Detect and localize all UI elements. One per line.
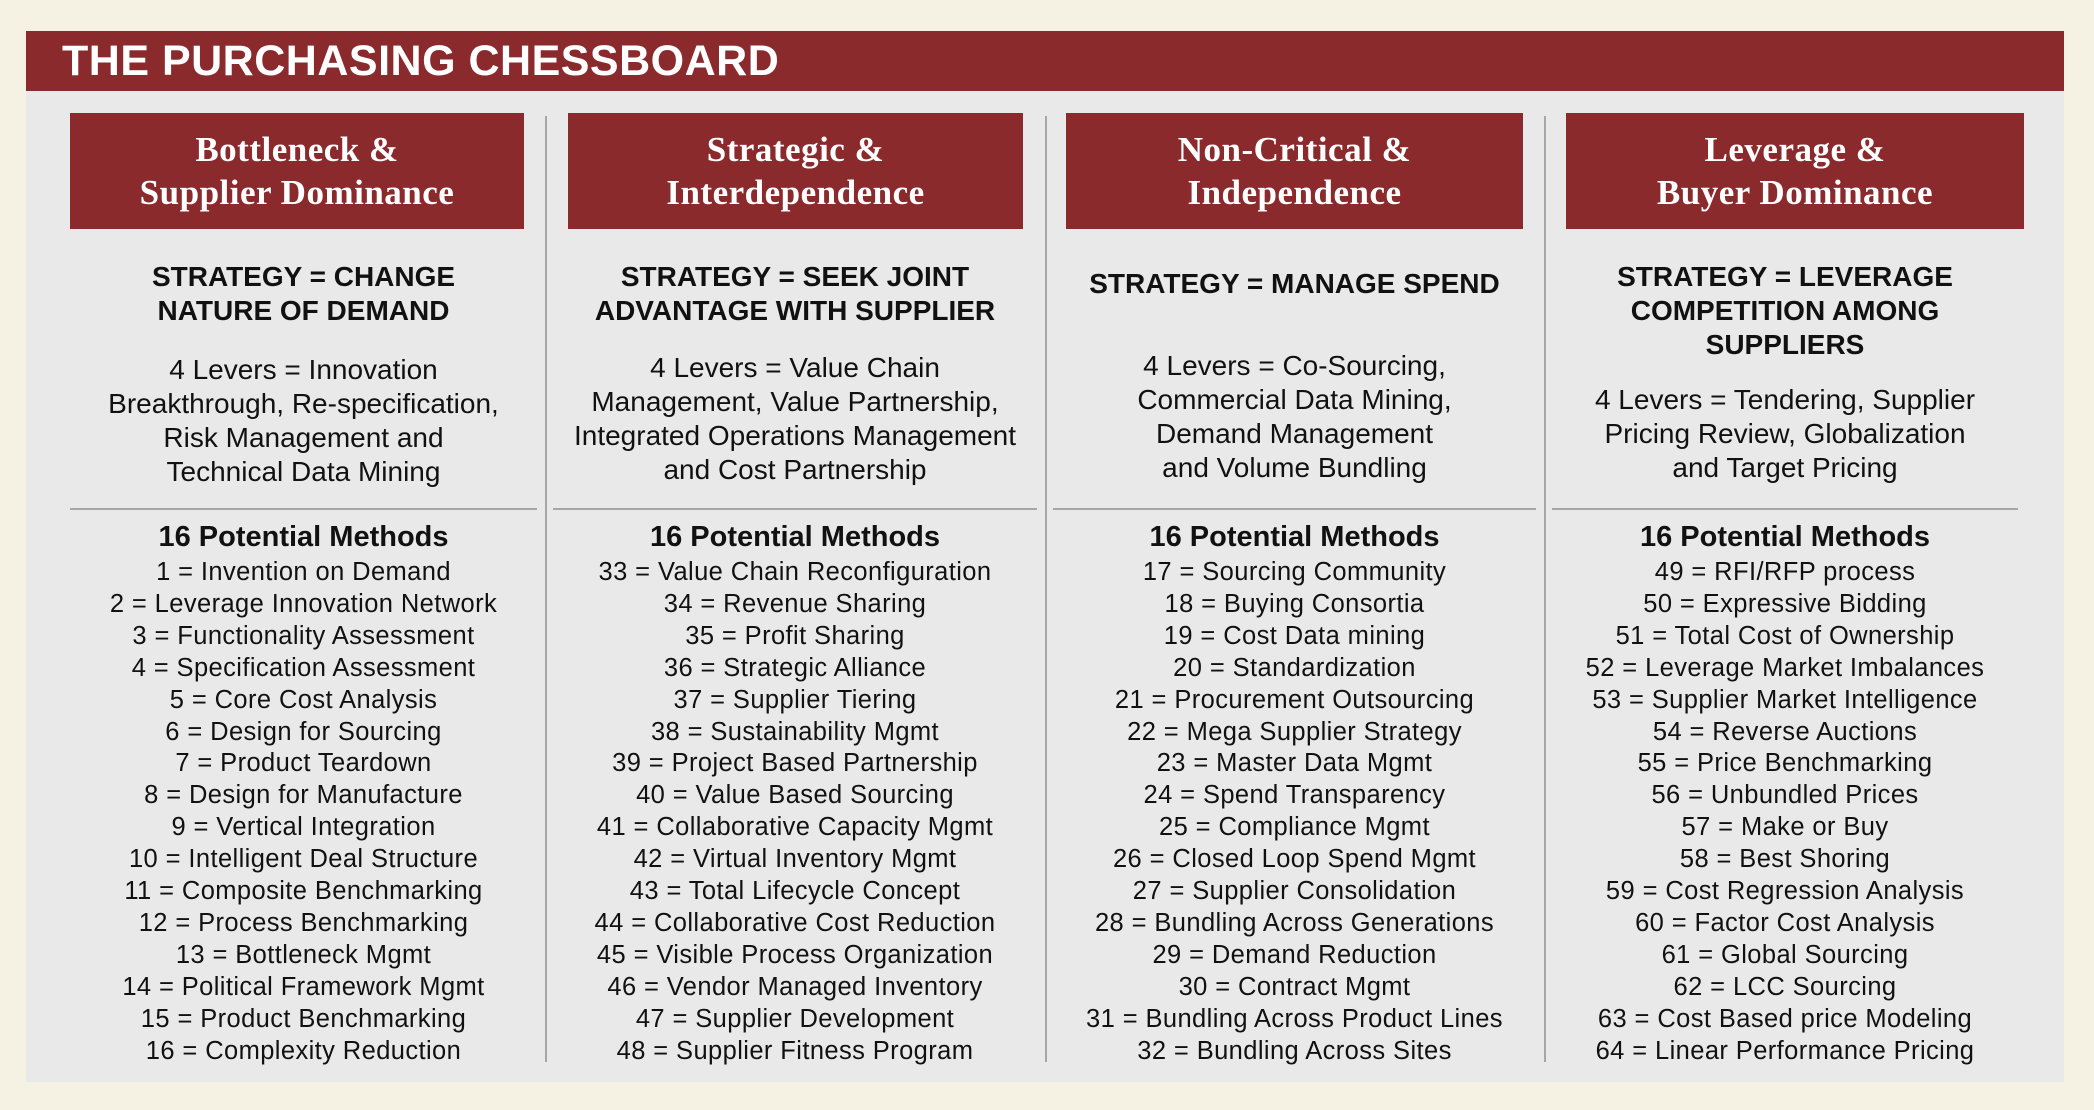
method-item: 48 = Supplier Fitness Program (616, 1036, 974, 1065)
strategy-line: STRATEGY = MANAGE SPEND (1089, 268, 1500, 299)
strategy-line: STRATEGY = SEEK JOINT (620, 261, 970, 292)
method-item: 64 = Linear Performance Pricing (1595, 1036, 1975, 1065)
method-item: 3 = Functionality Assessment (132, 621, 475, 650)
levers-line: and Target Pricing (1672, 452, 1898, 483)
strategy-line: COMPETITION AMONG (1630, 295, 1940, 326)
strategy-text (1552, 260, 2018, 362)
levers-line: 4 Levers = Innovation (169, 354, 438, 385)
method-item: 50 = Expressive Bidding (1643, 589, 1927, 618)
method-item: 5 = Core Cost Analysis (169, 685, 438, 714)
method-item: 61 = Global Sourcing (1661, 940, 1909, 969)
chessboard-card (26, 31, 2064, 1082)
quadrant-header-line: Bottleneck & (195, 130, 399, 169)
levers-line: Risk Management and (163, 422, 444, 453)
quadrant-non-critical (1053, 31, 1536, 1082)
levers-line: Management, Value Partnership, (591, 386, 999, 417)
quadrant-header (70, 113, 524, 229)
levers-line: 4 Levers = Tendering, Supplier (1594, 384, 1976, 415)
method-item: 13 = Bottleneck Mgmt (175, 940, 432, 969)
method-item: 12 = Process Benchmarking (138, 908, 469, 937)
quadrant-header-line: Non-Critical & (1177, 130, 1412, 169)
method-item: 9 = Vertical Integration (171, 813, 436, 842)
method-item: 2 = Leverage Innovation Network (109, 589, 498, 618)
method-item: 20 = Standardization (1173, 653, 1416, 682)
method-item: 22 = Mega Supplier Strategy (1127, 717, 1462, 746)
levers-line: Breakthrough, Re-specification, (108, 388, 499, 419)
levers-line: and Volume Bundling (1162, 452, 1427, 483)
method-item: 45 = Visible Process Organization (596, 940, 994, 969)
quadrant-header-line: Independence (1187, 173, 1402, 212)
method-item: 16 = Complexity Reduction (145, 1036, 462, 1065)
method-item: 39 = Project Based Partnership (612, 749, 978, 778)
method-item: 24 = Spend Transparency (1143, 781, 1446, 810)
methods-heading: 16 Potential Methods (158, 521, 449, 553)
method-item: 33 = Value Chain Reconfiguration (598, 558, 992, 586)
method-item: 60 = Factor Cost Analysis (1635, 908, 1935, 937)
method-item: 4 = Specification Assessment (131, 653, 476, 682)
levers-text (1053, 349, 1536, 485)
quadrant-bottleneck (70, 31, 537, 1082)
method-item: 11 = Composite Benchmarking (124, 877, 483, 906)
levers-line: 4 Levers = Value Chain (650, 352, 940, 383)
levers-line: Demand Management (1155, 418, 1434, 449)
quadrant-header-line: Interdependence (666, 173, 925, 212)
strategy-line: SUPPLIERS (1705, 329, 1865, 360)
method-item: 62 = LCC Sourcing (1673, 972, 1897, 1001)
method-item: 37 = Supplier Tiering (673, 685, 917, 714)
quadrant-header-line: Leverage & (1704, 130, 1886, 169)
quadrant-header (568, 113, 1023, 229)
methods-heading: 16 Potential Methods (1149, 521, 1440, 553)
strategy-text (553, 260, 1037, 328)
method-item: 6 = Design for Sourcing (165, 717, 442, 746)
levers-line: Integrated Operations Management (573, 420, 1017, 451)
method-item: 30 = Contract Mgmt (1178, 972, 1411, 1001)
method-item: 55 = Price Benchmarking (1637, 749, 1933, 778)
levers-line: and Cost Partnership (663, 454, 927, 485)
method-item: 1 = Invention on Demand (156, 558, 451, 586)
quadrant-strategic (553, 31, 1037, 1082)
strategy-line: NATURE OF DEMAND (157, 295, 450, 326)
strategy-text (70, 260, 537, 328)
quadrant-header-line: Supplier Dominance (139, 173, 455, 212)
levers-text (553, 351, 1037, 487)
method-item: 47 = Supplier Development (635, 1004, 955, 1033)
levers-line: Commercial Data Mining, (1137, 384, 1452, 415)
method-item: 23 = Master Data Mgmt (1156, 749, 1433, 778)
method-item: 31 = Bundling Across Product Lines (1086, 1004, 1503, 1033)
method-item: 36 = Strategic Alliance (663, 653, 927, 682)
method-item: 7 = Product Teardown (175, 749, 432, 778)
levers-text (70, 353, 537, 489)
column-divider (1045, 116, 1047, 1062)
method-item: 14 = Political Framework Mgmt (122, 972, 485, 1001)
method-item: 35 = Profit Sharing (685, 621, 905, 650)
method-item: 38 = Sustainability Mgmt (650, 717, 940, 746)
levers-text (1552, 383, 2018, 485)
strategy-line: STRATEGY = CHANGE (151, 261, 456, 292)
methods-list (1053, 557, 1536, 1068)
method-item: 54 = Reverse Auctions (1652, 717, 1918, 746)
quadrant-header (1066, 113, 1523, 229)
column-divider (545, 116, 547, 1062)
methods-list (70, 557, 537, 1068)
method-item: 10 = Intelligent Deal Structure (128, 845, 479, 874)
method-item: 25 = Compliance Mgmt (1159, 813, 1430, 842)
levers-line: Technical Data Mining (166, 456, 441, 487)
methods-list (1552, 557, 2018, 1068)
method-item: 28 = Bundling Across Generations (1094, 908, 1495, 937)
strategy-line: ADVANTAGE WITH SUPPLIER (594, 295, 996, 326)
method-item: 18 = Buying Consortia (1164, 589, 1425, 618)
quadrant-header (1566, 113, 2024, 229)
levers-line: 4 Levers = Co-Sourcing, (1143, 350, 1446, 381)
method-item: 53 = Supplier Market Intelligence (1592, 685, 1978, 714)
quadrant-header-line: Strategic & (706, 130, 885, 169)
page-title: THE PURCHASING CHESSBOARD (62, 37, 780, 85)
levers-line: Pricing Review, Globalization (1604, 418, 1966, 449)
method-item: 19 = Cost Data mining (1163, 621, 1426, 650)
method-item: 52 = Leverage Market Imbalances (1585, 653, 1985, 682)
method-item: 17 = Sourcing Community (1142, 558, 1447, 586)
method-item: 43 = Total Lifecycle Concept (629, 877, 961, 906)
methods-heading: 16 Potential Methods (1639, 521, 1931, 553)
method-item: 26 = Closed Loop Spend Mgmt (1112, 845, 1477, 874)
method-item: 29 = Demand Reduction (1152, 940, 1437, 969)
method-item: 8 = Design for Manufacture (144, 781, 463, 810)
method-item: 41 = Collaborative Capacity Mgmt (596, 813, 994, 842)
method-item: 21 = Procurement Outsourcing (1114, 685, 1475, 714)
strategy-line: STRATEGY = LEVERAGE (1617, 261, 1953, 292)
method-item: 15 = Product Benchmarking (140, 1004, 467, 1033)
quadrant-header-line: Buyer Dominance (1656, 173, 1934, 212)
method-item: 51 = Total Cost of Ownership (1615, 621, 1955, 650)
quadrant-leverage (1552, 31, 2018, 1082)
method-item: 58 = Best Shoring (1679, 845, 1891, 874)
method-item: 59 = Cost Regression Analysis (1605, 877, 1965, 906)
methods-heading: 16 Potential Methods (649, 521, 941, 553)
method-item: 57 = Make or Buy (1681, 813, 1889, 842)
method-item: 44 = Collaborative Cost Reduction (594, 908, 996, 937)
method-item: 49 = RFI/RFP process (1654, 558, 1916, 586)
method-item: 42 = Virtual Inventory Mgmt (633, 845, 957, 874)
column-divider (1544, 116, 1546, 1062)
method-item: 40 = Value Based Sourcing (636, 781, 954, 810)
method-item: 34 = Revenue Sharing (663, 589, 927, 618)
methods-list (553, 557, 1037, 1068)
method-item: 32 = Bundling Across Sites (1137, 1036, 1452, 1065)
method-item: 27 = Supplier Consolidation (1132, 877, 1457, 906)
method-item: 63 = Cost Based price Modeling (1597, 1004, 1973, 1033)
method-item: 46 = Vendor Managed Inventory (607, 972, 983, 1001)
method-item: 56 = Unbundled Prices (1651, 781, 1919, 810)
strategy-text (1053, 267, 1536, 301)
